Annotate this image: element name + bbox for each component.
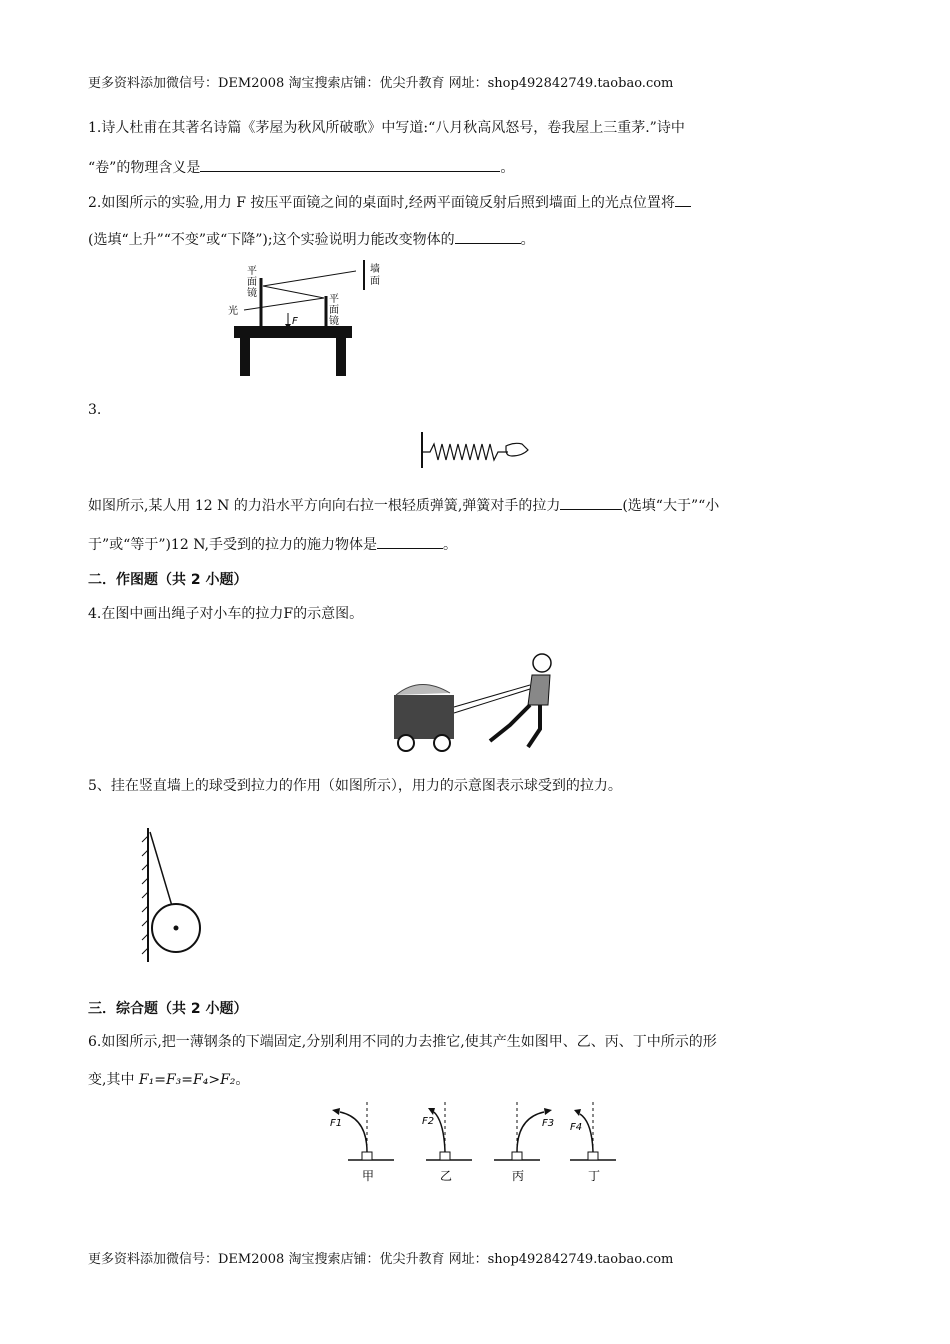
mirror-experiment-figure (226, 258, 356, 378)
rope-2 (454, 689, 530, 713)
table-top (234, 326, 352, 338)
ball-center (174, 926, 179, 931)
label-force: F (292, 316, 298, 327)
label-wall-b: 面 (370, 276, 380, 287)
q1-text: “卷”的物理含义是 (88, 160, 201, 176)
q6-line1: 6.如图所示,把一薄钢条的下端固定,分别利用不同的力去推它,使其产生如图甲、乙、丙、丁中所示的形 (88, 1034, 717, 1050)
q2-line2 (88, 229, 868, 250)
q3-text-2: (选填“大于”“小 (622, 498, 720, 514)
q6-period: 。 (235, 1072, 250, 1088)
spring (422, 444, 508, 460)
cart-wheel-right (434, 735, 450, 751)
label-mirror1-b: 面 (247, 277, 257, 288)
rope (454, 685, 530, 707)
label-yi: 乙 (440, 1169, 453, 1183)
cart-wheel-left (398, 735, 414, 751)
strip-ding (570, 1102, 616, 1183)
q6-formula: F₁=F₃=F₄>F₂ (138, 1072, 236, 1088)
q2-blank-1[interactable] (675, 192, 691, 207)
cart-body (394, 695, 454, 739)
spring-figure (418, 430, 533, 470)
section-3-title: 三．综合题（共 2 小题） (88, 1001, 248, 1017)
q1-line1: 1.诗人杜甫在其著名诗篇《茅屋为秋风所破歌》中写道:“八月秋高风怒号，卷我屋上三重茅.”诗中 (88, 120, 685, 136)
q3-blank-1[interactable] (560, 495, 622, 510)
boy-legs (490, 705, 540, 747)
q3-text-3: 于”或“等于”)12 N,手受到的拉力的施力物体是 (88, 537, 378, 553)
label-f3: F3 (542, 1118, 555, 1129)
q2-text-2: (选填“上升”“不变”或“下降”);这个实验说明力能改变物体的 (88, 232, 455, 248)
boy-head (533, 654, 551, 672)
q3-text-1: 如图所示,某人用 12 N 的力沿水平方向向右拉一根轻质弹簧,弹簧对手的拉力 (88, 498, 561, 514)
q1-answer-blank[interactable] (200, 157, 500, 172)
q6-text: 变,其中 (88, 1072, 139, 1088)
table-leg-right (336, 338, 346, 376)
label-f4: F4 (570, 1122, 583, 1133)
strip-jia (330, 1102, 394, 1183)
label-f2: F2 (422, 1116, 435, 1127)
q2-period: 。 (520, 232, 535, 248)
q4-text: 4.在图中画出绳子对小车的拉力F的示意图。 (88, 606, 364, 622)
q2-text: 2.如图所示的实验,用力 F 按压平面镜之间的桌面时,经两平面镜反射后照到墙面上的光点位置将 (88, 195, 675, 211)
boy-body (528, 675, 550, 705)
page-footer: 更多资料添加微信号：DEM2008 淘宝搜索店铺：优尖升教育 网址：shop492842749.taobao.com (88, 1252, 674, 1267)
label-mirror2-b: 面 (329, 305, 339, 316)
q2-blank-2[interactable] (455, 229, 521, 244)
string (150, 832, 172, 906)
cart-load (396, 684, 450, 695)
label-bing: 丙 (512, 1169, 525, 1183)
q3-line2 (88, 534, 868, 555)
q3-number: 3. (88, 402, 102, 418)
label-f1: F1 (330, 1118, 343, 1129)
page-header: 更多资料添加微信号：DEM2008 淘宝搜索店铺：优尖升教育 网址：shop492842749.taobao.com (88, 76, 674, 91)
q3-blank-2[interactable] (377, 534, 443, 549)
strip-bing (494, 1102, 554, 1183)
steel-strip-figure (322, 1098, 622, 1188)
label-jia: 甲 (362, 1169, 375, 1183)
hand-icon (506, 443, 528, 456)
label-mirror1-c: 镜 (247, 288, 257, 299)
label-light: 光 (228, 306, 238, 317)
q5-text: 5、挂在竖直墙上的球受到拉力的作用（如图所示），用力的示意图表示球受到的拉力。 (88, 778, 622, 794)
label-mirror1-a: 平 (247, 266, 257, 277)
ball-figure (138, 826, 218, 966)
q1-line2 (88, 157, 868, 178)
q1-period: 。 (500, 160, 515, 176)
label-wall-a: 墙 (370, 264, 380, 275)
label-mirror2-c: 镜 (329, 316, 339, 327)
wall-figure (356, 258, 386, 298)
cart-figure (390, 645, 565, 757)
q6-line2 (88, 1070, 868, 1090)
label-ding: 丁 (588, 1169, 601, 1183)
q3-line1 (88, 495, 868, 516)
q3-period: 。 (443, 537, 458, 553)
q2-line1 (88, 192, 868, 213)
strip-yi (422, 1102, 472, 1183)
section-2-title: 二．作图题（共 2 小题） (88, 572, 248, 588)
table-leg-left (240, 338, 250, 376)
label-mirror2-a: 平 (329, 294, 339, 305)
